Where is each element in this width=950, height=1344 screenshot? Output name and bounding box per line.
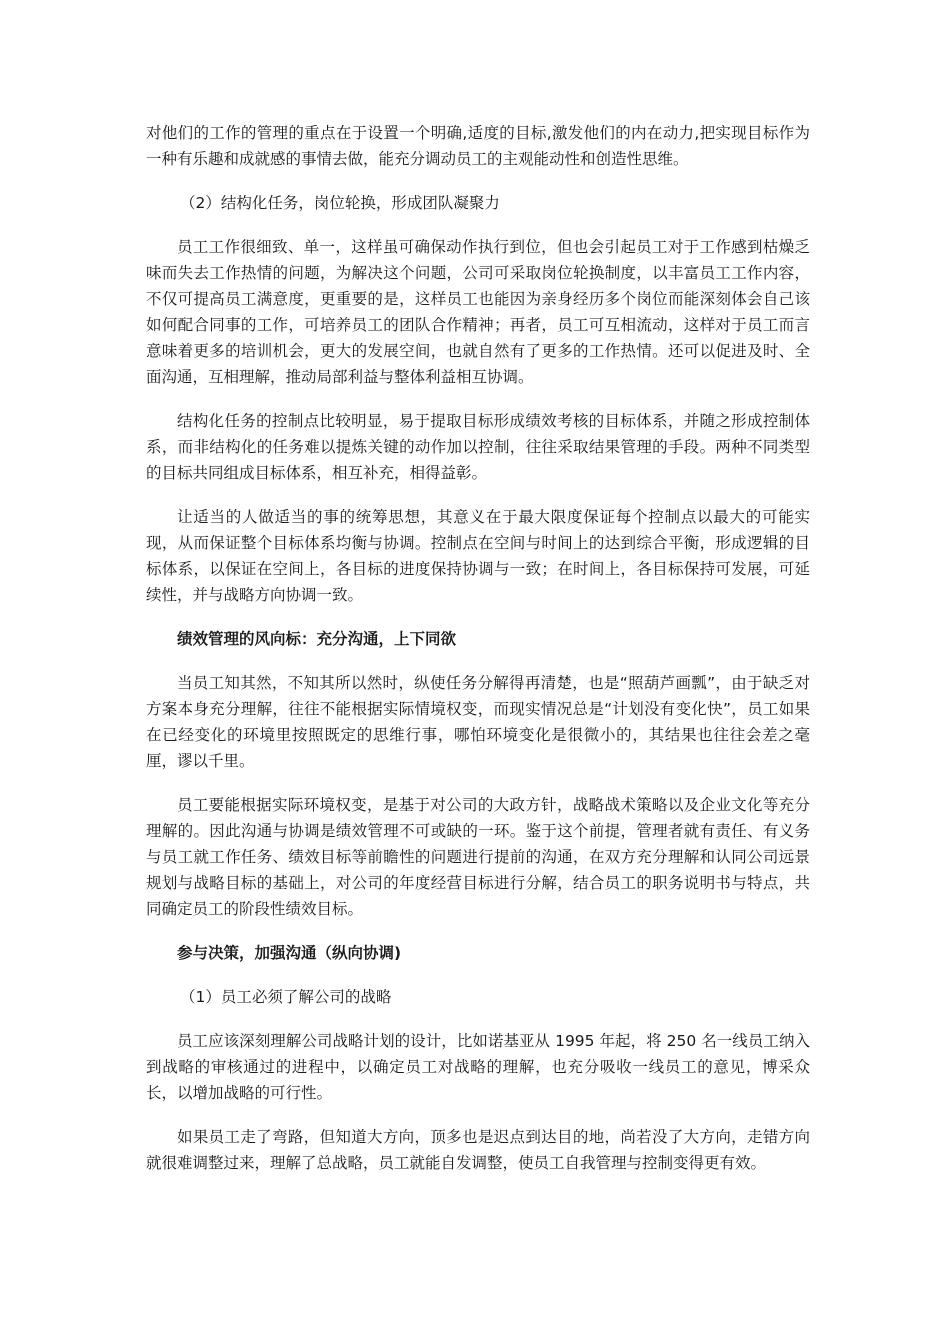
body-paragraph: 让适当的人做适当的事的统筹思想，其意义在于最大限度保证每个控制点以最大的可能实现，从而保证整个目标体系均衡与协调。控制点在空间与时间上的达到综合平衡，形成逻辑的目标体系，以保证在空间上，各目标的进度保持协调与一致；在时间上，各目标保持可发展，可延续性，并与战略方向协调一致。 [146, 508, 810, 604]
body-paragraph: 结构化任务的控制点比较明显，易于提取目标形成绩效考核的目标体系，并随之形成控制体系，而非结构化的任务难以提炼关键的动作加以控制，往往采取结果管理的手段。两种不同类型的目标共同组成目标体系，相互补充，相得益彰。 [146, 412, 810, 482]
section-heading-decision: 参与决策，加强沟通（纵向协调) [177, 944, 402, 962]
body-paragraph: 员工应该深刻理解公司战略计划的设计，比如诺基亚从 1995 年起，将 250 名一线员工纳入到战略的审核通过的进程中，以确定员工对战略的理解，也充分吸收一线员工的意见，博采众长，以增加战略的可行性。 [146, 1032, 810, 1102]
document-page [146, 120, 810, 1194]
body-paragraph: 对他们的工作的管理的重点在于设置一个明确,适度的目标,激发他们的内在动力,把实现目标作为一种有乐趣和成就感的事情去做，能充分调动员工的主观能动性和创造性思维。 [146, 124, 810, 168]
section-heading-performance: 绩效管理的风向标：充分沟通，上下同欲 [177, 630, 457, 648]
body-paragraph: 员工工作很细致、单一，这样虽可确保动作执行到位，但也会引起员工对于工作感到枯燥乏味而失去工作热情的问题，为解决这个问题，公司可采取岗位轮换制度，以丰富员工工作内容，不仅可提高员工满意度，更重要的是，这样员工也能因为亲身经历多个岗位而能深刻体会自己该如何配合同事的工作，可培养员工的团队合作精神；再者，员工可互相流动，这样对于员工而言意味着更多的培训机会，更大的发展空间，也就自然有了更多的工作热情。还可以促进及时、全面沟通，互相理解，推动局部利益与整体利益相互协调。 [146, 238, 810, 386]
body-paragraph: 如果员工走了弯路，但知道大方向，顶多也是迟点到达目的地，尚若没了大方向，走错方向就很难调整过来，理解了总战略，员工就能自发调整，使员工自我管理与控制变得更有效。 [146, 1128, 810, 1172]
subheading-strategy: （1）员工必须了解公司的战略 [180, 988, 392, 1006]
body-paragraph: 员工要能根据实际环境权变，是基于对公司的大政方针，战略战术策略以及企业文化等充分理解的。因此沟通与协调是绩效管理不可或缺的一环。鉴于这个前提，管理者就有责任、有义务与员工就工作任务、绩效目标等前瞻性的问题进行提前的沟通，在双方充分理解和认同公司远景规划与战略目标的基础上，对公司的年度经营目标进行分解，结合员工的职务说明书与特点，共同确定员工的阶段性绩效目标。 [146, 796, 810, 918]
body-paragraph: 当员工知其然，不知其所以然时，纵使任务分解得再清楚，也是“照葫芦画瓢”，由于缺乏对方案本身充分理解，往往不能根据实际情境权变，而现实情况总是“计划没有变化快”，员工如果在已经变化的环境里按照既定的思维行事，哪怕环境变化是很微小的，其结果也往往会差之毫厘，谬以千里。 [146, 674, 810, 770]
subheading-structured-tasks: （2）结构化任务，岗位轮换，形成团队凝聚力 [180, 194, 500, 212]
